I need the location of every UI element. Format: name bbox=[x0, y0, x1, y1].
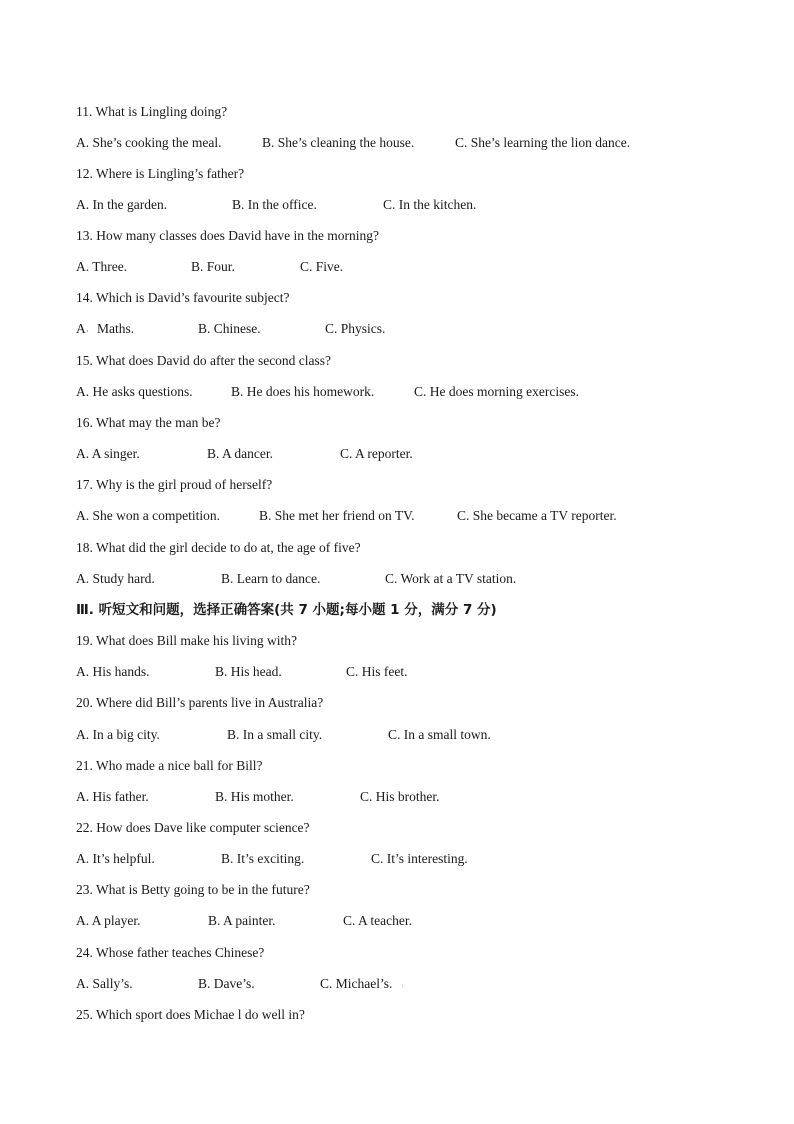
option-21-c: C. His brother. bbox=[360, 789, 440, 804]
option-11-c: C. She’s learning the lion dance. bbox=[455, 135, 631, 150]
option-11-b: B. She’s cleaning the house. bbox=[262, 135, 415, 150]
option-18-a: A. Study hard. bbox=[76, 571, 155, 586]
option-14-b: B. Chinese. bbox=[198, 321, 261, 336]
option-17-b: B. She met her friend on TV. bbox=[259, 508, 415, 523]
option-23-b: B. A painter. bbox=[208, 913, 276, 928]
option-20-c: C. In a small town. bbox=[388, 727, 491, 742]
option-23-a: A. A player. bbox=[76, 913, 141, 928]
option-21-a: A. His father. bbox=[76, 789, 149, 804]
option-12-c: C. In the kitchen. bbox=[383, 197, 477, 212]
option-22-a: A. It’s helpful. bbox=[76, 851, 155, 866]
option-18-b: B. Learn to dance. bbox=[221, 571, 321, 586]
scan-mark: · bbox=[401, 981, 404, 991]
option-14-a-letter: A bbox=[76, 321, 86, 336]
section-3-heading: Ⅲ. 听短文和问题，选择正确答案(共 7 小题;每小题 1 分，满分 7 分) bbox=[76, 602, 497, 618]
option-18-c: C. Work at a TV station. bbox=[385, 571, 517, 586]
scan-mark: ， bbox=[86, 323, 96, 333]
option-13-a: A. Three. bbox=[76, 259, 128, 274]
option-24-b: B. Dave’s. bbox=[198, 976, 255, 991]
option-15-b: B. He does his homework. bbox=[231, 384, 375, 399]
option-19-c: C. His feet. bbox=[346, 664, 408, 679]
option-17-a: A. She won a competition. bbox=[76, 508, 220, 523]
question-25: 25. Which sport does Michae l do well in? bbox=[76, 1007, 305, 1022]
question-13: 13. How many classes does David have in the morning? bbox=[76, 228, 379, 243]
question-24: 24. Whose father teaches Chinese? bbox=[76, 945, 265, 960]
option-20-b: B. In a small city. bbox=[227, 727, 323, 742]
option-19-b: B. His head. bbox=[215, 664, 282, 679]
question-16: 16. What may the man be? bbox=[76, 415, 221, 430]
question-19: 19. What does Bill make his living with? bbox=[76, 633, 297, 648]
option-13-b: B. Four. bbox=[191, 259, 235, 274]
question-14: 14. Which is David’s favourite subject? bbox=[76, 290, 290, 305]
option-21-b: B. His mother. bbox=[215, 789, 294, 804]
question-12: 12. Where is Lingling’s father? bbox=[76, 166, 245, 181]
option-11-a: A. She’s cooking the meal. bbox=[76, 135, 222, 150]
option-12-b: B. In the office. bbox=[232, 197, 317, 212]
option-19-a: A. His hands. bbox=[76, 664, 150, 679]
option-22-c: C. It’s interesting. bbox=[371, 851, 468, 866]
option-17-c: C. She became a TV reporter. bbox=[457, 508, 617, 523]
option-15-a: A. He asks questions. bbox=[76, 384, 193, 399]
option-16-a: A. A singer. bbox=[76, 446, 140, 461]
option-15-c: C. He does morning exercises. bbox=[414, 384, 579, 399]
question-21: 21. Who made a nice ball for Bill? bbox=[76, 758, 263, 773]
option-16-c: C. A reporter. bbox=[340, 446, 413, 461]
option-24-c: C. Michael’s. bbox=[320, 976, 393, 991]
option-13-c: C. Five. bbox=[300, 259, 344, 274]
question-22: 22. How does Dave like computer science? bbox=[76, 820, 310, 835]
option-14-a-text: Maths. bbox=[97, 321, 135, 336]
option-16-b: B. A dancer. bbox=[207, 446, 273, 461]
option-23-c: C. A teacher. bbox=[343, 913, 412, 928]
option-12-a: A. In the garden. bbox=[76, 197, 168, 212]
question-20: 20. Where did Bill’s parents live in Australia? bbox=[76, 695, 324, 710]
option-14-c: C. Physics. bbox=[325, 321, 386, 336]
question-11: 11. What is Lingling doing? bbox=[76, 104, 228, 119]
question-23: 23. What is Betty going to be in the future? bbox=[76, 882, 310, 897]
question-18: 18. What did the girl decide to do at, the age of five? bbox=[76, 540, 361, 555]
question-17: 17. Why is the girl proud of herself? bbox=[76, 477, 273, 492]
option-22-b: B. It’s exciting. bbox=[221, 851, 305, 866]
option-24-a: A. Sally’s. bbox=[76, 976, 133, 991]
option-20-a: A. In a big city. bbox=[76, 727, 160, 742]
question-15: 15. What does David do after the second class? bbox=[76, 353, 332, 368]
